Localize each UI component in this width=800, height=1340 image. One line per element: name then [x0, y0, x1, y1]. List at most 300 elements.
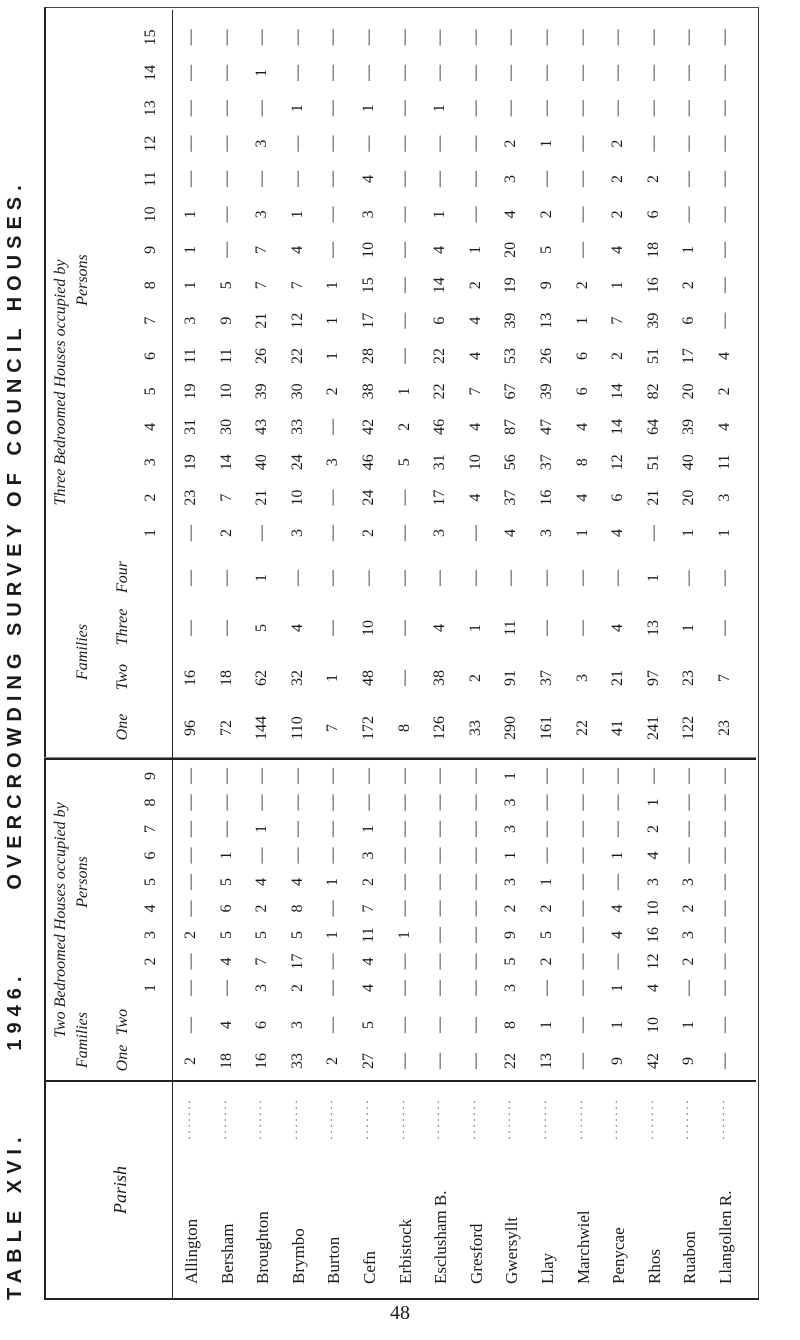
three-bed-persons-cell: —: [395, 277, 413, 294]
three-bed-families-cell: 21: [609, 670, 627, 686]
three-bed-persons-cell: 1: [324, 281, 342, 290]
three-bed-persons-col-header: 3: [142, 458, 159, 467]
three-bed-families-cell: 62: [253, 670, 271, 686]
three-bed-persons-cell: 2: [609, 352, 627, 360]
three-bed-persons-cell: 23: [182, 489, 199, 506]
three-bed-persons-cell: 2: [360, 529, 377, 537]
three-bed-families-cell: 23: [716, 720, 733, 736]
two-bed-persons-cell: 3: [680, 931, 698, 939]
three-bed-persons-cell: —: [395, 29, 413, 46]
two-bed-families-cell: 1: [680, 1021, 698, 1029]
parish-name: Llangollen R.: [716, 1190, 735, 1284]
three-bed-persons-cell: 39: [644, 312, 662, 329]
three-bed-persons-cell: 3: [431, 529, 449, 537]
two-bed-persons-cell: 9: [502, 931, 520, 939]
three-bed-families-cell: —: [680, 570, 698, 586]
three-bed-persons-cell: 2: [502, 139, 520, 148]
two-bed-persons-cell: —: [716, 927, 733, 943]
three-bed-persons-cell: —: [360, 135, 377, 152]
three-bed-persons-cell: 1: [538, 139, 555, 148]
three-bed-persons-cell: —: [716, 29, 733, 46]
three-bed-persons-cell: 2: [538, 210, 555, 219]
three-bed-persons-cell: —: [360, 29, 377, 46]
two-bed-persons-cell: —: [573, 821, 591, 837]
three-bed-persons-cell: —: [182, 29, 199, 46]
three-bed-persons-cell: 11: [182, 348, 199, 364]
three-bed-persons-cell: 19: [182, 454, 199, 471]
three-bed-persons-cell: —: [395, 135, 413, 152]
three-bed-persons-cell: —: [324, 171, 342, 187]
three-bed-persons-cell: 17: [360, 312, 377, 329]
three-bed-persons-col-header: 4: [142, 422, 159, 431]
two-bed-families-cell: 1: [538, 1021, 555, 1029]
three-bed-families-cell: —: [217, 570, 235, 586]
three-bed-families-cell: —: [288, 570, 306, 586]
three-bed-families-cell: 1: [466, 624, 484, 632]
leader-dots: ·······: [395, 1098, 410, 1140]
three-bed-persons-cell: 21: [644, 489, 662, 506]
three-bed-persons-cell: 1: [609, 281, 627, 290]
two-bed-persons-cell: 2: [182, 931, 199, 939]
three-bed-persons-col-header: 15: [142, 29, 159, 46]
three-bed-persons-cell: —: [253, 525, 271, 541]
two-bed-persons-cell: 4: [609, 931, 627, 939]
two-bed-families-cell: 18: [217, 1053, 235, 1069]
three-bed-persons-cell: —: [217, 100, 235, 117]
two-bed-persons-cell: 8: [288, 904, 306, 913]
two-bed-persons-cell: —: [644, 768, 662, 784]
two-bed-persons-cell: —: [182, 953, 199, 970]
two-bed-persons-cell: —: [182, 874, 199, 890]
three-bed-families-cell: —: [573, 570, 591, 586]
three-bed-persons-cell: —: [217, 29, 235, 46]
two-bed-persons-cell: —: [288, 768, 306, 784]
three-bed-families-cell: —: [538, 620, 555, 636]
three-bed-persons-cell: 2: [395, 422, 413, 431]
three-bed-persons-cell: —: [644, 135, 662, 152]
three-bed-persons-cell: —: [680, 206, 698, 223]
two-bed-families-cell: 8: [502, 1021, 520, 1029]
leader-dots: ·······: [680, 1098, 695, 1140]
three-bed-persons-cell: —: [680, 64, 698, 81]
two-bed-persons-cell: —: [466, 900, 484, 917]
two-bed-persons-col-header: 8: [142, 798, 159, 807]
three-bed-persons-cell: —: [573, 100, 591, 117]
three-bed-persons-cell: 6: [680, 316, 698, 325]
two-bed-families-cell: 33: [288, 1053, 306, 1069]
three-bed-persons-cell: —: [573, 241, 591, 258]
two-bed-persons-cell: —: [573, 927, 591, 943]
three-bed-families-cell: 22: [573, 720, 591, 736]
three-bed-persons-cell: —: [609, 64, 627, 81]
three-bed-families-cell: 172: [360, 716, 377, 740]
three-bed-persons-cell: 2: [466, 281, 484, 290]
three-bed-persons-cell: 56: [502, 454, 520, 471]
three-bed-persons-cell: —: [395, 64, 413, 81]
parish-name: Ruabon: [680, 1231, 700, 1284]
two-bed-persons-cell: 5: [253, 931, 271, 939]
two-bed-persons-cell: —: [538, 821, 555, 837]
three-bed-persons-cell: —: [395, 489, 413, 506]
header-parish: Parish: [110, 1166, 130, 1215]
three-bed-families-cell: 32: [288, 670, 306, 686]
three-bed-persons-cell: 3: [716, 493, 733, 502]
three-bed-families-cell: 161: [538, 716, 555, 740]
three-bed-persons-cell: 22: [431, 383, 449, 400]
three-bed-persons-cell: —: [324, 64, 342, 81]
two-bed-persons-cell: 4: [609, 904, 627, 913]
three-bed-persons-cell: 4: [466, 422, 484, 431]
three-bed-persons-cell: 26: [538, 348, 555, 364]
three-bed-persons-cell: 21: [253, 312, 271, 329]
parish-name: Esclusham B.: [431, 1190, 451, 1284]
three-bed-persons-cell: 5: [217, 281, 235, 290]
three-bed-persons-cell: 20: [680, 489, 698, 506]
three-bed-persons-cell: 4: [466, 316, 484, 325]
three-bed-persons-cell: —: [538, 100, 555, 117]
three-bed-persons-cell: —: [573, 206, 591, 223]
three-bed-persons-cell: 7: [253, 281, 271, 290]
three-bed-persons-cell: 1: [324, 316, 342, 325]
two-bed-persons-cell: —: [466, 768, 484, 784]
two-bed-persons-cell: 3: [502, 984, 520, 992]
three-bed-persons-cell: 1: [253, 68, 271, 77]
three-bed-persons-cell: 17: [431, 489, 449, 506]
three-bed-persons-cell: —: [466, 525, 484, 541]
three-bed-persons-col-header: 9: [142, 245, 159, 254]
three-bed-persons-cell: —: [538, 64, 555, 81]
three-bed-families-cell: —: [538, 570, 555, 586]
three-bed-persons-cell: —: [182, 171, 199, 187]
three-bed-families-cell: 1: [253, 574, 271, 582]
two-bed-persons-cell: —: [217, 980, 235, 996]
leader-dots: ·······: [217, 1098, 232, 1140]
three-bed-persons-cell: —: [217, 241, 235, 258]
three-bed-persons-cell: 18: [644, 241, 662, 258]
three-bed-families-cell: —: [466, 570, 484, 586]
three-bed-persons-cell: 53: [502, 348, 520, 364]
three-bed-families-cell: 10: [360, 620, 377, 636]
two-bed-persons-cell: —: [395, 953, 413, 970]
three-bed-persons-cell: 7: [217, 493, 235, 502]
header-three-bed-families: Families: [74, 624, 91, 680]
two-bed-persons-cell: 5: [217, 878, 235, 886]
three-bed-persons-cell: 10: [288, 489, 306, 506]
two-bed-persons-col-header: 5: [142, 878, 159, 886]
three-bed-persons-cell: 1: [288, 210, 306, 219]
three-bed-persons-cell: 3: [288, 529, 306, 537]
two-bed-persons-cell: 1: [609, 851, 627, 860]
three-bed-persons-cell: —: [716, 100, 733, 117]
two-bed-families-cell: 16: [253, 1053, 271, 1069]
three-bed-persons-cell: 20: [502, 241, 520, 258]
two-bed-families-cell: —: [466, 1053, 484, 1069]
two-bed-persons-cell: 17: [288, 953, 306, 970]
two-bed-persons-cell: 3: [644, 878, 662, 886]
three-bed-persons-cell: 12: [288, 312, 306, 329]
three-bed-persons-cell: 2: [644, 175, 662, 183]
two-bed-persons-cell: 10: [644, 900, 662, 917]
two-bed-persons-cell: 7: [253, 957, 271, 966]
three-bed-families-cell: —: [502, 570, 520, 586]
three-bed-persons-cell: 51: [644, 454, 662, 471]
three-bed-persons-cell: 30: [217, 418, 235, 435]
three-bed-persons-cell: 21: [253, 489, 271, 506]
three-bed-persons-cell: 6: [609, 493, 627, 502]
three-bed-families-cell: —: [324, 570, 342, 586]
three-bed-persons-cell: 15: [360, 277, 377, 294]
three-bed-persons-cell: —: [395, 241, 413, 258]
three-bed-families-cell: 16: [182, 670, 199, 686]
three-bed-families-cell: 91: [502, 670, 520, 686]
three-bed-persons-cell: 2: [609, 139, 627, 148]
three-bed-persons-col-header: 11: [142, 171, 159, 187]
three-bed-families-cell: 1: [680, 624, 698, 632]
two-bed-persons-cell: 12: [644, 953, 662, 970]
three-bed-persons-cell: 4: [609, 245, 627, 254]
three-bed-persons-cell: 3: [538, 529, 555, 537]
three-bed-persons-cell: —: [466, 171, 484, 187]
three-bed-persons-cell: 1: [182, 281, 199, 290]
three-bed-persons-cell: —: [573, 135, 591, 152]
leader-dots: ·······: [502, 1098, 517, 1140]
two-bed-persons-cell: 3: [360, 851, 377, 860]
three-bed-families-cell: 33: [466, 720, 484, 736]
three-bed-persons-cell: 7: [466, 387, 484, 396]
two-bed-families-cell: 42: [644, 1053, 662, 1069]
three-bed-persons-cell: —: [609, 29, 627, 46]
two-bed-persons-cell: —: [716, 847, 733, 864]
three-bed-persons-cell: —: [573, 64, 591, 81]
three-bed-persons-cell: 28: [360, 348, 377, 364]
two-bed-families-cell: 5: [360, 1021, 377, 1029]
three-bed-persons-cell: 22: [431, 348, 449, 364]
three-bed-persons-cell: —: [716, 241, 733, 258]
parish-name: Llay: [538, 1252, 557, 1284]
three-bed-persons-cell: —: [288, 171, 306, 187]
two-bed-persons-cell: —: [573, 874, 591, 890]
three-bed-persons-cell: 39: [680, 418, 698, 435]
three-bed-persons-cell: —: [431, 135, 449, 152]
three-bed-families-cell: —: [182, 620, 199, 636]
leader-dots: ·······: [644, 1098, 659, 1140]
three-bed-persons-cell: —: [324, 418, 342, 435]
three-bed-persons-cell: 1: [182, 245, 199, 254]
three-bed-persons-cell: 4: [609, 529, 627, 537]
three-bed-persons-cell: 10: [466, 454, 484, 471]
three-bed-persons-cell: —: [395, 171, 413, 187]
two-bed-persons-cell: —: [288, 794, 306, 811]
three-bed-persons-cell: 4: [466, 352, 484, 360]
two-bed-families-cell: 6: [253, 1021, 271, 1029]
two-bed-persons-col-header: 2: [142, 957, 159, 966]
three-bed-persons-cell: 14: [609, 418, 627, 435]
three-bed-families-cell: 4: [431, 624, 449, 632]
two-bed-persons-cell: 2: [538, 904, 555, 913]
two-bed-persons-cell: 1: [360, 825, 377, 833]
three-bed-families-cell: 13: [644, 620, 662, 636]
three-bed-persons-cell: —: [538, 171, 555, 187]
header-two-fam-one: One: [114, 1044, 131, 1072]
three-bed-persons-cell: 2: [680, 281, 698, 290]
two-bed-persons-cell: 3: [680, 878, 698, 886]
three-bed-persons-cell: —: [716, 171, 733, 187]
three-bed-persons-cell: 1: [182, 210, 199, 219]
two-bed-persons-cell: —: [680, 847, 698, 864]
three-bed-persons-cell: 46: [431, 418, 449, 435]
three-bed-persons-cell: —: [395, 206, 413, 223]
two-bed-families-cell: 27: [360, 1053, 377, 1069]
parish-name: Gresford: [466, 1223, 486, 1284]
two-bed-persons-cell: —: [431, 953, 449, 970]
three-bed-families-cell: 8: [395, 724, 413, 732]
three-bed-persons-cell: —: [466, 29, 484, 46]
two-bed-persons-col-header: 1: [142, 984, 159, 992]
two-bed-persons-cell: —: [431, 768, 449, 784]
two-bed-persons-cell: 3: [502, 798, 520, 807]
three-bed-persons-cell: 1: [395, 387, 413, 396]
header-three-bed-persons: Persons: [74, 254, 91, 306]
three-bed-persons-cell: 6: [431, 316, 449, 325]
three-bed-persons-cell: 2: [609, 175, 627, 183]
two-bed-families-cell: 3: [288, 1021, 306, 1029]
three-bed-persons-cell: 37: [538, 454, 555, 471]
two-bed-persons-cell: —: [395, 900, 413, 917]
three-bed-persons-cell: 10: [360, 241, 377, 258]
two-bed-persons-cell: —: [609, 821, 627, 837]
two-bed-persons-cell: 4: [288, 878, 306, 886]
parish-name: Burton: [324, 1236, 344, 1284]
two-bed-persons-cell: —: [538, 794, 555, 811]
two-bed-persons-cell: 2: [502, 904, 520, 913]
two-bed-persons-cell: —: [573, 794, 591, 811]
three-bed-persons-cell: 14: [609, 383, 627, 400]
two-bed-persons-col-header: 4: [142, 904, 159, 913]
parish-name: Cefn: [360, 1250, 379, 1284]
three-bed-persons-cell: 12: [609, 454, 627, 471]
two-bed-families-cell: 4: [217, 1021, 235, 1029]
three-bed-persons-cell: —: [360, 64, 377, 81]
two-bed-persons-cell: —: [182, 900, 199, 917]
two-bed-persons-cell: —: [431, 794, 449, 811]
three-bed-families-cell: —: [324, 620, 342, 636]
three-bed-persons-cell: 11: [217, 348, 235, 364]
two-bed-persons-cell: 4: [217, 957, 235, 966]
leader-dots: ·······: [324, 1098, 339, 1140]
three-bed-persons-cell: 37: [502, 489, 520, 506]
two-bed-families-cell: —: [573, 1017, 591, 1033]
two-bed-families-cell: 2: [182, 1057, 199, 1065]
two-bed-persons-cell: —: [288, 847, 306, 864]
three-bed-persons-cell: —: [253, 171, 271, 187]
three-bed-families-cell: 38: [431, 670, 449, 686]
two-bed-persons-col-header: 6: [142, 851, 159, 860]
three-bed-families-cell: 5: [253, 624, 271, 632]
parish-name: Brymbo: [288, 1228, 308, 1284]
three-bed-persons-cell: 1: [680, 529, 698, 537]
three-bed-persons-cell: 1: [716, 529, 733, 537]
three-bed-persons-col-header: 13: [142, 100, 159, 117]
three-bed-persons-cell: 39: [253, 383, 271, 400]
three-bed-persons-cell: 4: [573, 422, 591, 431]
three-bed-persons-cell: 2: [716, 387, 733, 396]
parish-name: Penycae: [609, 1227, 629, 1284]
two-bed-persons-cell: 1: [644, 798, 662, 807]
two-bed-persons-cell: —: [288, 821, 306, 837]
two-bed-persons-cell: —: [609, 953, 627, 970]
two-bed-persons-cell: 2: [680, 957, 698, 966]
two-bed-persons-cell: —: [466, 874, 484, 890]
two-bed-persons-cell: 1: [538, 878, 555, 886]
table-year: 1946.: [4, 970, 26, 1051]
three-bed-families-cell: 126: [431, 716, 449, 740]
two-bed-persons-cell: 1: [609, 984, 627, 992]
three-bed-families-cell: 23: [680, 670, 698, 686]
two-bed-persons-cell: —: [360, 794, 377, 811]
parish-name: Rhos: [644, 1249, 664, 1284]
rule-header: [172, 10, 173, 1300]
three-bed-persons-cell: 47: [538, 418, 555, 435]
two-bed-persons-cell: —: [466, 927, 484, 943]
three-bed-families-cell: —: [395, 620, 413, 636]
two-bed-families-cell: —: [573, 1053, 591, 1069]
three-bed-persons-cell: —: [680, 100, 698, 117]
three-bed-persons-cell: —: [217, 171, 235, 187]
three-bed-families-cell: —: [431, 570, 449, 586]
two-bed-families-cell: —: [182, 1017, 199, 1033]
three-bed-families-cell: —: [217, 620, 235, 636]
three-bed-persons-cell: 4: [502, 529, 520, 537]
two-bed-persons-cell: 1: [395, 931, 413, 939]
three-bed-persons-cell: 9: [217, 316, 235, 325]
two-bed-persons-cell: —: [395, 874, 413, 890]
two-bed-families-cell: 10: [644, 1017, 662, 1033]
three-bed-persons-cell: —: [324, 29, 342, 46]
three-bed-persons-cell: 8: [573, 458, 591, 467]
two-bed-persons-cell: 1: [253, 825, 271, 833]
three-bed-families-cell: 4: [609, 624, 627, 632]
three-bed-persons-cell: 4: [288, 245, 306, 254]
three-bed-families-cell: —: [395, 670, 413, 686]
two-bed-families-cell: 22: [502, 1053, 520, 1069]
three-bed-persons-cell: 17: [680, 348, 698, 364]
three-bed-families-cell: 110: [288, 716, 306, 740]
three-bed-persons-cell: 40: [253, 454, 271, 471]
three-bed-persons-cell: 24: [288, 454, 306, 471]
three-bed-persons-cell: 2: [573, 281, 591, 290]
three-bed-persons-cell: 3: [253, 210, 271, 219]
two-bed-persons-cell: —: [609, 768, 627, 784]
three-bed-persons-cell: —: [716, 64, 733, 81]
three-bed-families-cell: 96: [182, 720, 199, 736]
three-bed-persons-cell: 6: [573, 387, 591, 396]
three-bed-persons-cell: —: [716, 135, 733, 152]
two-bed-persons-cell: —: [573, 953, 591, 970]
three-bed-persons-cell: 33: [288, 418, 306, 435]
two-bed-persons-cell: —: [395, 980, 413, 996]
three-bed-persons-cell: 11: [716, 454, 733, 470]
three-bed-families-cell: 4: [288, 624, 306, 632]
two-bed-persons-cell: 4: [253, 878, 271, 886]
three-bed-persons-cell: 3: [253, 139, 271, 148]
two-bed-persons-cell: 3: [502, 878, 520, 886]
two-bed-persons-cell: —: [324, 768, 342, 784]
header-two-fam-two: Two: [114, 1008, 131, 1036]
two-bed-persons-cell: —: [609, 794, 627, 811]
two-bed-persons-cell: —: [324, 821, 342, 837]
three-bed-persons-cell: 1: [324, 352, 342, 360]
two-bed-persons-cell: —: [716, 980, 733, 996]
